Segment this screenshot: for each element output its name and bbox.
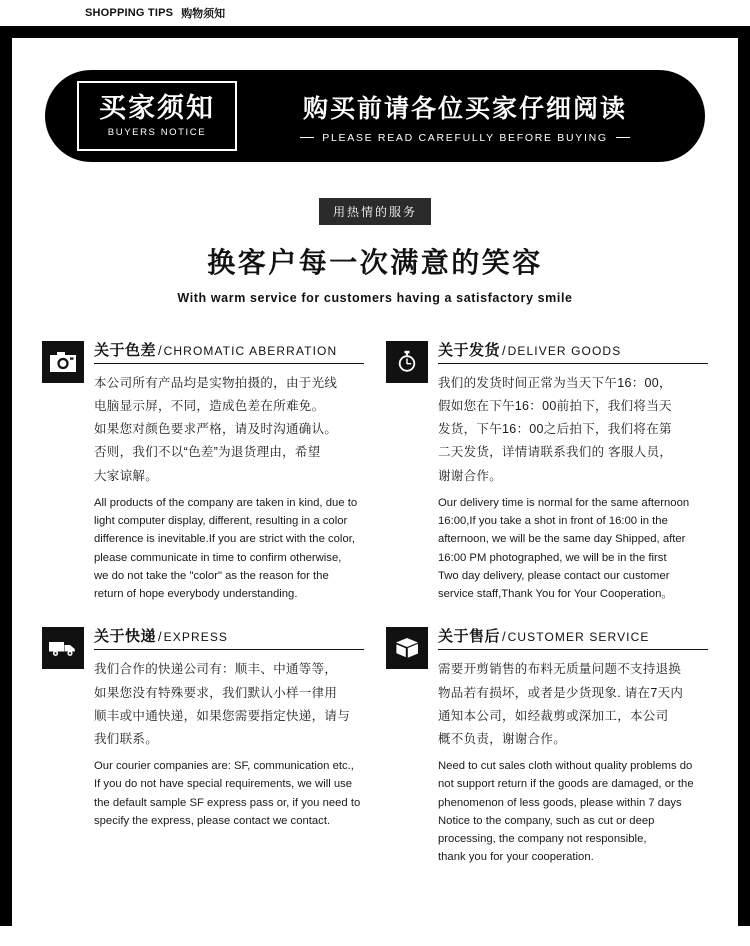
notice-section-customer-service — [386, 625, 708, 866]
en-line: light computer display, different, resulting in a color — [94, 514, 348, 527]
notice-title-en: CUSTOMER SERVICE — [507, 630, 650, 645]
cn-line: 我们联系。 — [94, 731, 159, 746]
banner-subtitle-row — [300, 132, 630, 144]
en-line: phenomenon of less goods, please within 7 days — [438, 796, 682, 809]
notice-title-en: DELIVER GOODS — [507, 344, 622, 358]
notice-title — [94, 625, 364, 650]
notice-body — [438, 625, 708, 866]
cn-line: 假如您在下午16：00前拍下，我们将当天 — [438, 399, 672, 414]
buyers-notice-banner — [45, 70, 705, 162]
badge-title-en: BUYERS NOTICE — [107, 127, 207, 139]
rule-right — [616, 137, 630, 138]
notice-title — [438, 339, 708, 364]
service-title-en: With warm service for customers having a satisfactory smile — [177, 291, 573, 305]
banner-title-cn: 购买前请各位买家仔细阅读 — [302, 94, 627, 123]
top-strip — [0, 0, 750, 26]
cn-line: 物品若有损坏，或者是少货现象. 请在7天内 — [438, 685, 684, 700]
cn-line: 发货，下午16：00之后拍下，我们将在第 — [438, 422, 672, 437]
en-line: If you do not have special requirements, we will use — [94, 778, 353, 791]
cn-line: 谢谢合作。 — [438, 468, 503, 483]
cn-line: 概不负责，谢谢合作。 — [438, 731, 567, 746]
notice-paragraph-en — [438, 757, 708, 867]
notice-paragraph-cn — [438, 658, 708, 751]
en-line: Notice to the company, such as cut or deep — [438, 814, 655, 827]
title-slash: / — [502, 629, 506, 645]
notice-title — [438, 625, 708, 650]
notice-paragraph-en — [94, 757, 364, 830]
cn-line: 需要开剪销售的布料无质量问题不支持退换 — [438, 662, 682, 677]
cn-line: 如果您对颜色要求严格，请及时沟通确认。 — [94, 422, 338, 437]
notice-title-cn: 关于色差 — [94, 342, 157, 359]
en-line: specify the express, please contact we contact. — [94, 814, 331, 827]
service-subheading — [12, 198, 738, 305]
notice-paragraph-en — [438, 494, 708, 604]
en-line: the default sample SF express pass or, if you need to — [94, 796, 361, 809]
badge-title-cn: 买家须知 — [99, 92, 215, 123]
cn-line: 否则，我们不以“色差”为退货理由，希望 — [94, 445, 321, 460]
title-slash: / — [158, 343, 162, 358]
notice-grid — [42, 339, 708, 867]
service-title-cn: 换客户每一次满意的笑容 — [207, 247, 543, 278]
en-line: afternoon, we will be the same day Shipped, after — [438, 533, 686, 546]
notice-title-en: CHROMATIC ABERRATION — [163, 344, 338, 358]
en-line: please communicate in time to confirm otherwise, — [94, 551, 342, 564]
en-line: 16:00 PM photographed, we will be in the first — [438, 551, 667, 564]
buyers-notice-badge — [77, 81, 237, 151]
en-line: Our delivery time is normal for the same afternoon — [438, 496, 690, 509]
notice-title — [94, 339, 364, 364]
notice-paragraph-cn — [94, 658, 364, 751]
en-line: return of hope everybody understanding. — [94, 588, 298, 601]
notice-title-en: EXPRESS — [163, 630, 229, 645]
truck-icon — [42, 627, 84, 669]
notice-section-deliver-goods — [386, 339, 708, 603]
stopwatch-icon — [386, 341, 428, 383]
cn-line: 顺丰或中通快递，如果您需要指定快递，请与 — [94, 708, 351, 723]
cn-line: 二天发货，详情请联系我们的 客服人员， — [438, 445, 673, 460]
en-line: service staff,Thank You for Your Cooperation。 — [438, 588, 673, 601]
en-line: not support return if the goods are damaged, or the — [438, 778, 694, 791]
cn-line: 大家谅解。 — [94, 468, 159, 483]
notice-paragraph-cn — [94, 372, 364, 488]
notice-section-express — [42, 625, 364, 866]
shopping-tips-label-en: SHOPPING TIPS — [85, 7, 174, 19]
notice-paragraph-en — [94, 494, 364, 604]
banner-headline — [237, 89, 687, 144]
banner-title-en: PLEASE READ CAREFULLY BEFORE BUYING — [322, 131, 608, 144]
cn-line: 我们合作的快递公司有：顺丰、中通等等， — [94, 662, 338, 677]
en-line: All products of the company are taken in kind, due to — [94, 496, 358, 509]
en-line: we do not take the "color" as the reason for the — [94, 569, 329, 582]
en-line: Need to cut sales cloth without quality problems do — [438, 759, 693, 772]
notice-body — [94, 625, 364, 830]
shopping-tips-label-cn: 购物须知 — [181, 8, 226, 20]
notice-title-cn: 关于发货 — [438, 342, 501, 359]
cn-line: 我们的发货时间正常为当天下午16：00， — [438, 376, 672, 390]
notice-section-chromatic-aberration — [42, 339, 364, 603]
en-line: processing, the company not responsible, — [438, 833, 647, 846]
notice-title-cn: 关于快递 — [94, 628, 157, 646]
cn-line: 电脑显示屏，不同，造成色差在所难免。 — [94, 399, 325, 414]
en-line: 16:00,If you take a shot in front of 16:00 in the — [438, 514, 668, 527]
en-line: thank you for your cooperation. — [438, 851, 594, 864]
notice-paragraph-cn — [438, 372, 708, 488]
en-line: Our courier companies are: SF, communication etc., — [94, 759, 354, 772]
notice-body — [438, 339, 708, 603]
rule-left — [300, 137, 314, 138]
cn-line: 本公司所有产品均是实物拍摄的，由于光线 — [94, 376, 338, 390]
cn-line: 通知本公司，如经裁剪或深加工，本公司 — [438, 708, 669, 723]
page-frame — [0, 26, 750, 926]
box-icon — [386, 627, 428, 669]
notice-title-cn: 关于售后 — [438, 628, 501, 646]
en-line: Two day delivery, please contact our customer — [438, 569, 670, 582]
notice-body — [94, 339, 364, 603]
title-slash: / — [502, 343, 506, 358]
cn-line: 如果您没有特殊要求，我们默认小样一律用 — [94, 685, 338, 700]
en-line: difference is inevitable.If you are strict with the color, — [94, 533, 356, 546]
service-tag: 用热情的服务 — [319, 198, 431, 225]
title-slash: / — [158, 629, 162, 645]
camera-icon — [42, 341, 84, 383]
page-inner — [12, 70, 738, 946]
